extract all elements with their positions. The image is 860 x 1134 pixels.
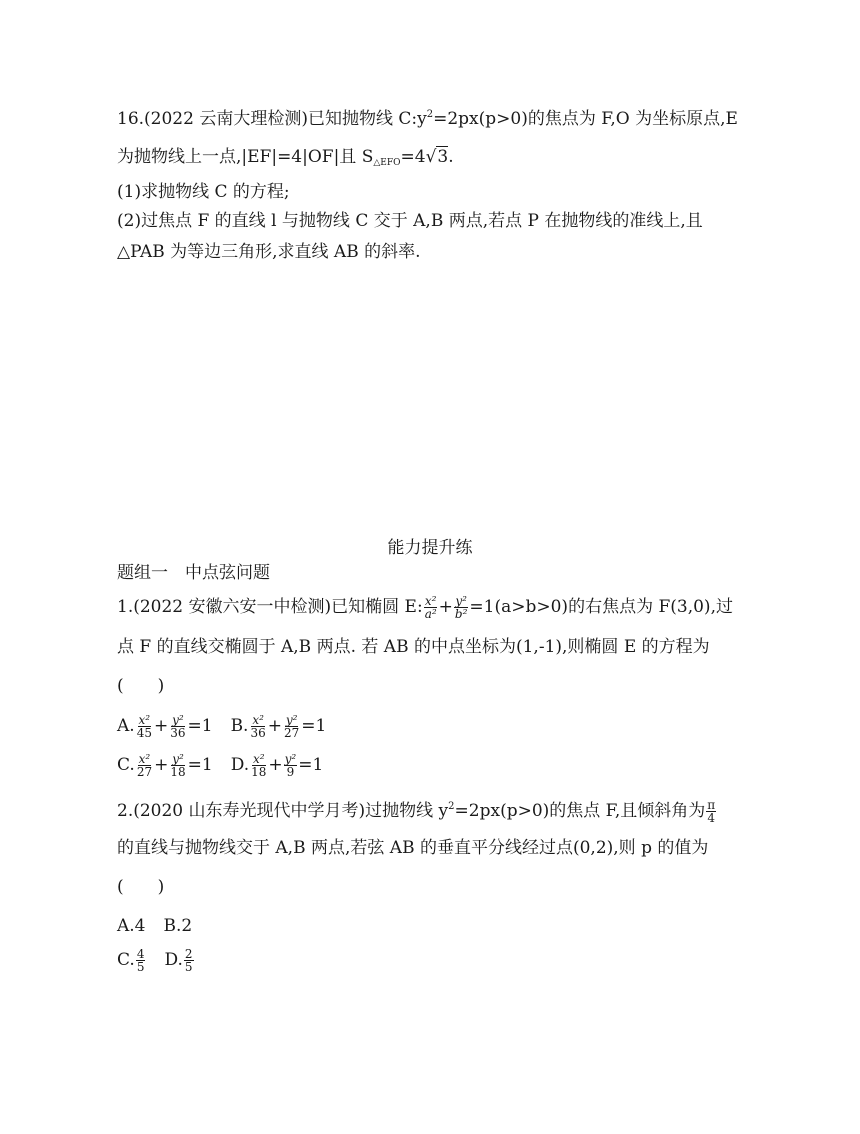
- q2-line2: 的直线与抛物线交于 A,B 两点,若弦 AB 的垂直平分线经过点(0,2),则 p 的值为: [117, 838, 709, 858]
- option-d-label: D.: [230, 755, 250, 775]
- plus-sign: +: [267, 716, 282, 736]
- numerator: y²: [285, 713, 298, 727]
- numerator: y²: [172, 713, 184, 727]
- denominator: 5: [136, 960, 145, 974]
- q2-text: =2px(p>0)的焦点 F,且倾斜角为: [454, 801, 706, 821]
- section-title: 能力提升练: [387, 538, 473, 558]
- option-c-label: C.: [117, 755, 135, 775]
- q2-options-row1: [117, 914, 192, 938]
- subscript: △EFO: [373, 158, 401, 168]
- denominator: 4: [707, 811, 716, 825]
- numerator: x²: [252, 752, 265, 766]
- q1-options-row1: [117, 714, 326, 739]
- q16-part2-line2: △PAB 为等边三角形,求直线 AB 的斜率.: [117, 242, 421, 262]
- fraction: [283, 714, 300, 739]
- fraction: [136, 753, 153, 778]
- option-b: B.2: [163, 916, 193, 936]
- numerator: y²: [172, 752, 184, 766]
- q16-text: .: [448, 147, 454, 167]
- sqrt-radicand: 3: [437, 147, 449, 167]
- q2-text: 2.(2020 山东寿光现代中学月考)过抛物线 y: [117, 801, 449, 821]
- plus-sign: +: [438, 597, 453, 617]
- fraction-y-over-b: [454, 595, 469, 620]
- equals-one: =1: [187, 755, 213, 775]
- option-a: A.4: [117, 916, 146, 936]
- fraction: [136, 714, 153, 739]
- denominator: 45: [136, 726, 152, 740]
- q16-part2-line1: (2)过焦点 F 的直线 l 与抛物线 C 交于 A,B 两点,若点 P 在抛物线的准线上,且: [117, 211, 703, 231]
- plus-sign: +: [268, 755, 283, 775]
- denominator: 36: [170, 726, 186, 740]
- q2-options-row2: [117, 948, 195, 973]
- q1-answer-blank: ( ): [117, 676, 165, 696]
- fraction-pi-over-4: [706, 799, 716, 824]
- equals-one: =1: [298, 755, 324, 775]
- denominator: b²: [454, 607, 468, 621]
- option-c-label: C.: [117, 950, 135, 970]
- q16-text: =2px(p>0)的焦点为 F,O 为坐标原点,E: [433, 109, 738, 129]
- denominator: 18: [170, 765, 186, 779]
- numerator: x²: [138, 713, 151, 727]
- q1-line2: 点 F 的直线交椭圆于 A,B 两点. 若 AB 的中点坐标为(1,-1),则椭圆 E 的方程为: [117, 637, 710, 657]
- numerator: x²: [424, 594, 437, 608]
- equals-one: =1: [301, 716, 327, 736]
- group-title: 题组一 中点弦问题: [117, 563, 270, 583]
- denominator: 36: [250, 726, 266, 740]
- fraction: [169, 714, 186, 739]
- numerator: x²: [252, 713, 264, 727]
- sqrt-symbol: √: [425, 147, 437, 167]
- numerator: 4: [136, 947, 145, 961]
- q16-text: 为抛物线上一点,|EF|=4|OF|且 S: [117, 147, 374, 167]
- denominator: 18: [251, 765, 267, 779]
- denominator: 9: [286, 765, 295, 779]
- q2-answer-blank: ( ): [117, 877, 165, 897]
- superscript: 2: [426, 109, 434, 120]
- fraction: [250, 753, 267, 778]
- option-d-label: D.: [164, 950, 183, 970]
- q16-text: 16.(2022 云南大理检测)已知抛物线 C:y: [117, 109, 427, 129]
- denominator: 27: [136, 765, 153, 779]
- fraction-x-over-a: [424, 595, 438, 620]
- numerator: y²: [455, 594, 467, 608]
- q16-line2: [117, 145, 454, 175]
- numerator: x²: [138, 752, 151, 766]
- q1-text: 1.(2022 安徽六安一中检测)已知椭圆 E:: [117, 597, 423, 617]
- superscript: 2: [448, 801, 455, 812]
- q1-options-row2: [117, 753, 323, 778]
- q16-part1: (1)求抛物线 C 的方程;: [117, 182, 290, 202]
- q1-line1: [117, 595, 733, 620]
- equals-one: =1: [187, 716, 213, 736]
- fraction: [169, 753, 186, 778]
- denominator: a²: [424, 607, 437, 621]
- numerator: 2: [184, 947, 193, 961]
- q1-text: =1(a>b>0)的右焦点为 F(3,0),过: [469, 597, 733, 617]
- numerator: π: [707, 798, 716, 812]
- plus-sign: +: [154, 755, 169, 775]
- option-a-label: A.: [117, 716, 135, 736]
- q16-text: =4: [400, 147, 426, 167]
- fraction: [136, 948, 146, 973]
- numerator: y²: [284, 752, 297, 766]
- fraction: [249, 714, 266, 739]
- q16-line1: [117, 103, 738, 131]
- option-b-label: B.: [230, 716, 249, 736]
- fraction: [284, 753, 298, 778]
- plus-sign: +: [153, 716, 169, 736]
- fraction: [184, 948, 194, 973]
- denominator: 5: [184, 960, 193, 974]
- denominator: 27: [284, 726, 300, 740]
- q2-line1: [117, 795, 717, 824]
